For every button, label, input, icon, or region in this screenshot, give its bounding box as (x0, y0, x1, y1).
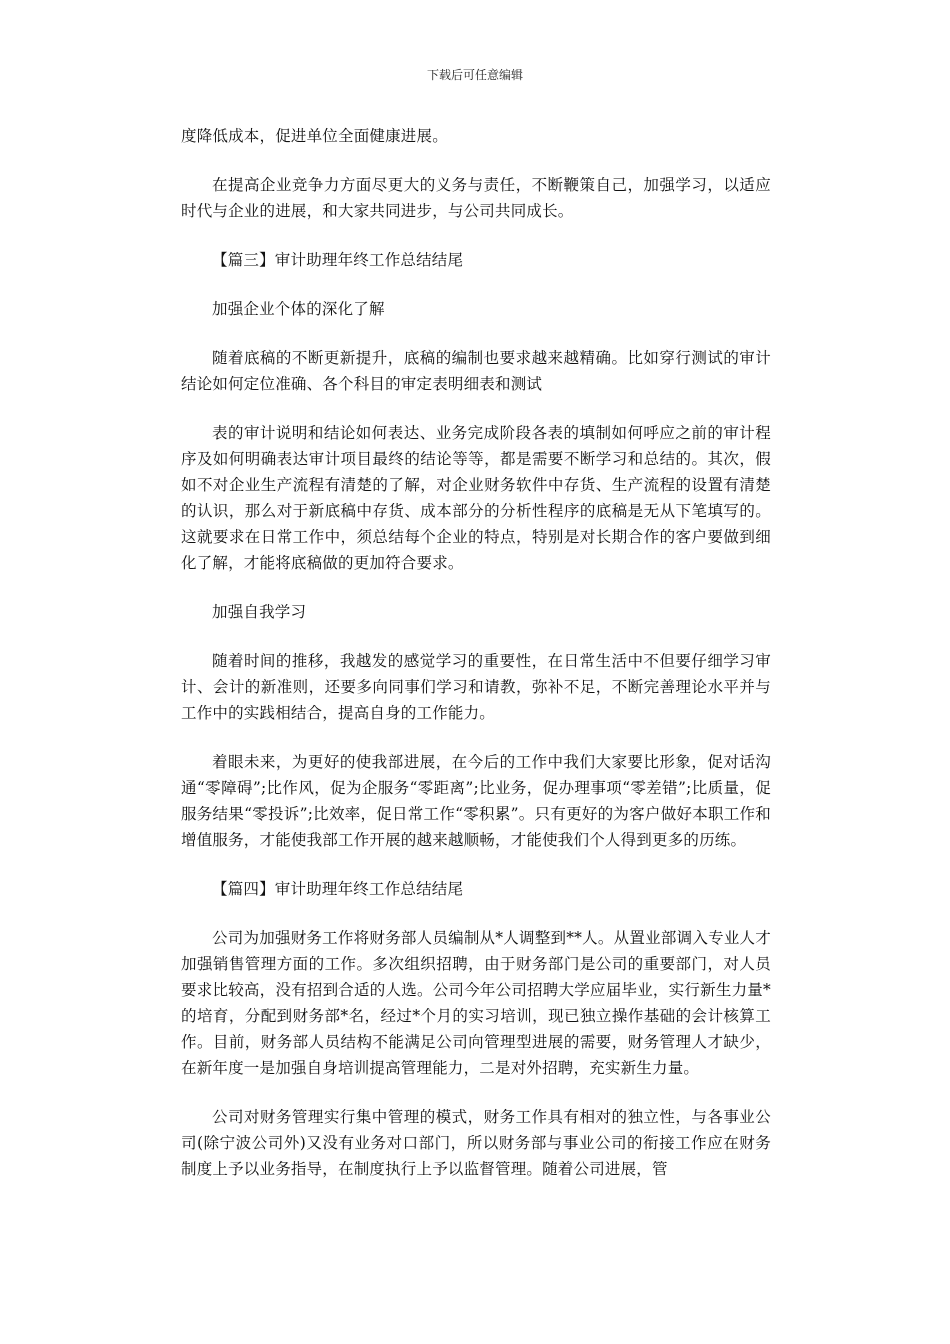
paragraph: 表的审计说明和结论如何表达、业务完成阶段各表的填制如何呼应之前的审计程序及如何明确表达审计项目最终的结论等等，都是需要不断学习和总结的。其次，假如不对企业生产流程有清楚的了解，对企业财务软件中存货、生产流程的设置有清楚的认识，那么对于新底稿中存货、成本部分的分析性程序的底稿是无从下笔填写的。这就要求在日常工作中，须总结每个企业的特点，特别是对长期合作的客户要做到细化了解，才能将底稿做的更加符合要求。 (181, 424, 771, 572)
page-header: 下载后可任意编辑 (426, 68, 523, 82)
paragraph: 着眼未来，为更好的使我部进展，在今后的工作中我们大家要比形象，促对话沟通“零障碍”;比作风，促为企服务“零距离”;比业务，促办理事项“零差错”;比质量，促服务结果“零投诉”;比效率，促日常工作“零积累”。只有更好的为客户做好本职工作和增值服务，才能使我部工作开展的越来越顺畅，才能使我们个人得到更多的历练。 (181, 753, 771, 849)
document-body (181, 123, 771, 1182)
paragraph: 随着底稿的不断更新提升，底稿的编制也要求越来越精确。比如穿行测试的审计结论如何定位准确、各个科目的审定表明细表和测试 (181, 349, 771, 393)
section-heading: 【篇四】审计助理年终工作总结结尾 (212, 880, 464, 898)
subheading: 加强企业个体的深化了解 (212, 300, 385, 318)
paragraph: 在提高企业竞争力方面尽更大的义务与责任，不断鞭策自己，加强学习，以适应时代与企业的进展，和大家共同进步，与公司共同成长。 (181, 176, 771, 220)
section-heading: 【篇三】审计助理年终工作总结结尾 (212, 251, 464, 269)
paragraph: 公司对财务管理实行集中管理的模式，财务工作具有相对的独立性，与各事业公司(除宁波公司外)又没有业务对口部门，所以财务部与事业公司的衔接工作应在财务制度上予以业务指导，在制度执行上予以监督管理。随着公司进展，管 (181, 1108, 771, 1178)
paragraph: 公司为加强财务工作将财务部人员编制从*人调整到**人。从置业部调入专业人才加强销售管理方面的工作。多次组织招聘，由于财务部门是公司的重要部门，对人员要求比较高，没有招到合适的人选。公司今年公司招聘大学应届毕业，实行新生力量*的培育，分配到财务部*名，经过*个月的实习培训，现已独立操作基础的会计核算工作。目前，财务部人员结构不能满足公司向管理型进展的需要，财务管理人才缺少，在新年度一是加强自身培训提高管理能力，二是对外招聘，充实新生力量。 (181, 929, 771, 1077)
subheading: 加强自我学习 (212, 603, 307, 621)
paragraph: 随着时间的推移，我越发的感觉学习的重要性，在日常生活中不但要仔细学习审计、会计的新准则，还要多向同事们学习和请教，弥补不足，不断完善理论水平并与工作中的实践相结合，提高自身的工作能力。 (181, 652, 771, 722)
paragraph: 度降低成本，促进单位全面健康进展。 (181, 127, 448, 145)
